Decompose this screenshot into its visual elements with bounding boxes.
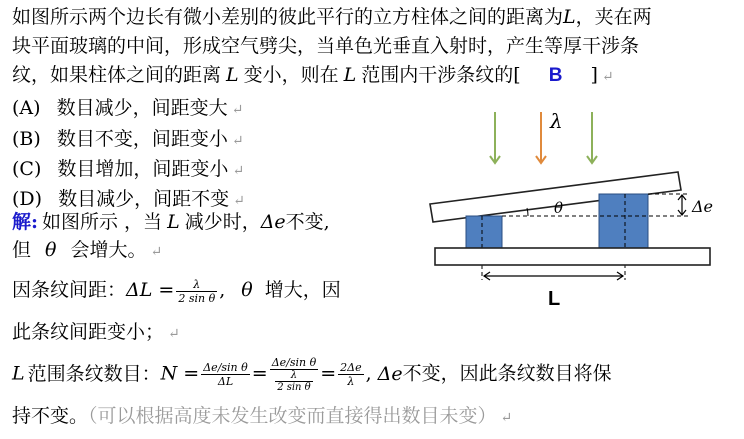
return-mark-icon: ↵ (150, 244, 163, 260)
solution-line-6 (12, 402, 512, 433)
option-a (12, 93, 243, 120)
solution-text: 范围条纹数目： (27, 362, 161, 385)
answer-letter: B (548, 65, 563, 86)
question-line-1 (12, 3, 652, 32)
small-cube (466, 216, 502, 248)
formula-N: N = (160, 362, 200, 385)
fraction-numerator: λ (176, 278, 217, 292)
solution-text: 但 (12, 239, 32, 261)
var-L: L (226, 64, 239, 86)
lower-glass-plate (435, 248, 710, 265)
formula-delta-L: ΔL = (126, 279, 175, 301)
lambda-label: λ (550, 109, 563, 133)
fraction-1 (201, 361, 250, 388)
return-mark-icon: ↵ (232, 163, 245, 179)
return-mark-icon: ↵ (601, 69, 614, 85)
solution-text: 会增大。 (70, 239, 147, 261)
solution-line-3: 因条纹间距：ΔL = $\frac{\lambda}{\text{2 sin θ}}$ , θ 增大，因 (12, 277, 341, 305)
option-label: (A) (12, 97, 41, 119)
question-line-2 (12, 32, 639, 61)
option-label: (D) (12, 188, 43, 210)
option-label: (B) (12, 128, 41, 150)
question-text: 范围内干涉条纹的[ (361, 64, 521, 86)
option-text: 数目不变，间距变小 (56, 128, 228, 150)
return-mark-icon: ↵ (500, 410, 513, 426)
var-L: L (12, 362, 25, 385)
question-text: 纹，如果柱体之间的距离 (12, 64, 222, 86)
var-delta-e: Δe (377, 362, 403, 385)
fraction-denominator: λ (347, 375, 355, 388)
fraction-denominator: ΔL (217, 375, 234, 388)
solution-text: 持不变。 (12, 405, 89, 427)
delta-e-label: Δe (692, 197, 714, 216)
solution-label: 解: (12, 211, 39, 233)
return-mark-icon: ↵ (233, 193, 245, 209)
solution-line-2 (12, 236, 162, 267)
L-label: L (548, 288, 561, 310)
nested-numerator: λ (275, 370, 313, 382)
question-text: 如图所示两个边长有微小差别的彼此平行的立方柱体之间的距离为 (12, 6, 564, 28)
solution-line-1 (12, 208, 330, 237)
solution-line-4 (12, 318, 180, 349)
option-c (12, 154, 244, 181)
option-b (12, 124, 244, 151)
solution-text: 减少时， (184, 211, 261, 233)
equals-sign: = (251, 362, 268, 385)
air-wedge-figure (420, 100, 730, 310)
solution-text: 增大，因 (264, 279, 341, 301)
solution-text: 不变, (285, 211, 330, 233)
var-delta-e: Δe (260, 211, 286, 233)
option-label: (C) (12, 158, 42, 180)
option-text: 数目减少，间距变大 (56, 97, 228, 119)
theta-label: θ (554, 199, 564, 217)
bracket: ] (590, 64, 598, 86)
return-mark-icon: ↵ (168, 326, 180, 342)
question-text: 变小，则在 (243, 64, 339, 86)
fraction-3 (338, 361, 363, 388)
solution-line-5: L 范围条纹数目：N = $\frac{\text{Δe/sin θ}}{\Delta L}$ = $\frac{\text{Δe/sin θ}}{\frac{\lambda}{\text{2 sin θ}}}$ = $\frac{2\Delta e}{\lambda}$ , Δe不变，因此条纹数目将保 (12, 356, 612, 393)
fraction-2 (270, 356, 319, 393)
var-theta: θ (45, 239, 57, 261)
question-line-3 (12, 61, 614, 92)
return-mark-icon: ↵ (231, 102, 244, 118)
return-mark-icon: ↵ (231, 133, 244, 149)
fraction-denominator (270, 370, 319, 393)
var-L: L (167, 211, 180, 233)
fraction-numerator: Δe/sin θ (271, 356, 317, 369)
option-d (12, 184, 245, 211)
fraction-numerator: 2Δe (340, 361, 362, 374)
nested-denominator: 2 sin θ (277, 382, 311, 393)
option-text: 数目增加，间距变小 (57, 158, 229, 180)
var-L: L (343, 64, 357, 86)
solution-text: 不变，因此条纹数目将保 (402, 362, 612, 385)
solution-text: 因条纹间距： (12, 279, 127, 301)
fraction-denominator: 2 sin θ (178, 291, 216, 305)
var-theta: θ (241, 279, 253, 301)
question-text: 块平面玻璃的中间，形成空气劈尖，当单色光垂直入射时，产生等厚干涉条 (12, 35, 640, 57)
solution-text: 如图所示 ，当 (42, 211, 163, 233)
solution-text: 此条纹间距变小； (12, 321, 165, 343)
var-L: L (563, 6, 576, 28)
nested-fraction (275, 370, 313, 393)
solution-note: （可以根据高度未发生改变而直接得出数目未变） (88, 405, 497, 427)
question-text: ，夹在两 (575, 6, 652, 28)
fraction-lambda-over-2sin (176, 278, 217, 305)
option-text: 数目减少，间距不变 (58, 188, 230, 210)
large-cube (599, 194, 648, 248)
equals-sign: = (320, 362, 337, 385)
fraction-numerator: Δe/sin θ (203, 361, 248, 374)
